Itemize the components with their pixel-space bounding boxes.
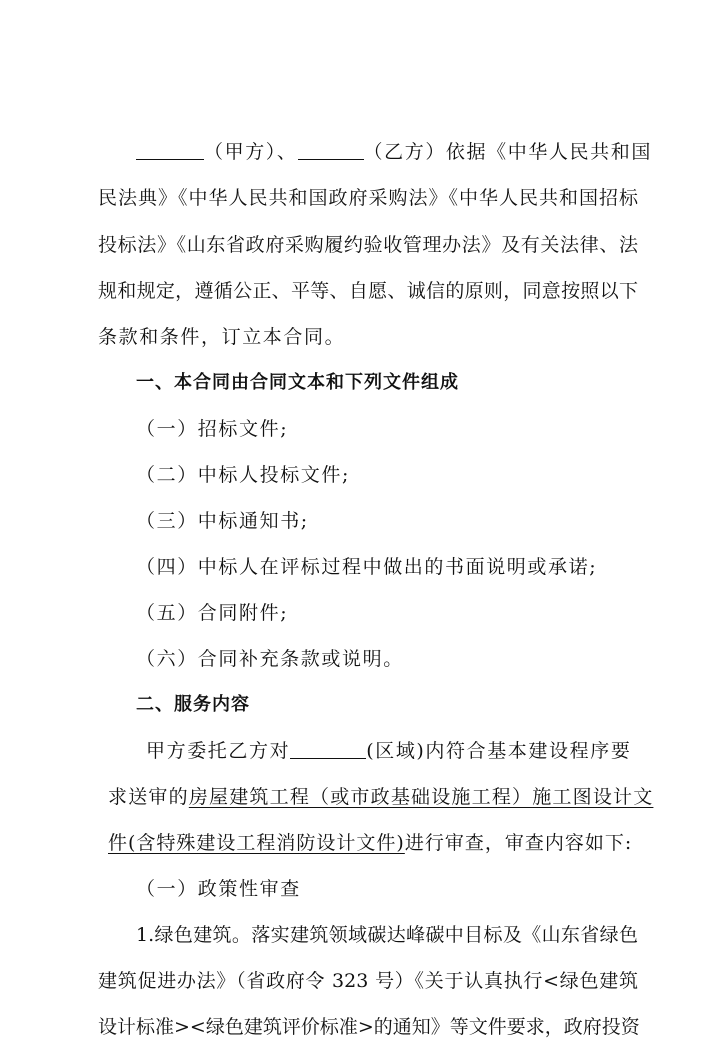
party-a-blank xyxy=(136,137,204,160)
project-type-underlined: 房屋建筑工程（或市政基础设施工程）施工图设计文 xyxy=(188,786,654,808)
green-line-3: 设计标准><绿色建筑评价标准>的通知》等文件要求，政府投资 xyxy=(98,1016,640,1038)
section1-item-6: （六）合同补充条款或说明。 xyxy=(136,648,404,670)
intro-line-3: 投标法》《山东省政府采购履约验收管理办法》及有关法律、法 xyxy=(98,234,638,256)
service-text-b: (区域)内符合基本建设程序要 xyxy=(366,740,632,762)
service-line-3 xyxy=(108,824,636,862)
intro-line-1 xyxy=(136,133,652,171)
intro-line-5: 条款和条件，订立本合同。 xyxy=(98,326,346,348)
party-a-label: （甲方）、 xyxy=(204,141,298,163)
section1-item-3: （三）中标通知书; xyxy=(136,510,309,532)
service-line-1 xyxy=(146,732,636,770)
policy-review-heading: （一）政策性审查 xyxy=(136,878,301,900)
section1-item-4: （四）中标人在评标过程中做出的书面说明或承诺; xyxy=(136,556,598,578)
intro-line-4: 规和规定，遵循公正、平等、自愿、诚信的原则，同意按照以下 xyxy=(98,280,638,302)
section1-item-2: （二）中标人投标文件; xyxy=(136,464,351,486)
service-text-a: 甲方委托乙方对 xyxy=(146,740,291,762)
party-b-label: （乙方）依据《中华人民共和国 xyxy=(363,141,652,163)
service-text-d: 进行审查，审查内容如下: xyxy=(404,832,633,854)
fire-design-underlined: 件(含特殊建设工程消防设计文件) xyxy=(108,832,405,854)
green-line-2: 建筑促进办法》（省政府令 323 号）《关于认真执行<绿色建筑 xyxy=(98,970,638,992)
service-line-2 xyxy=(108,778,654,816)
intro-line-2: 民法典》《中华人民共和国政府采购法》《中华人民共和国招标 xyxy=(98,187,638,209)
region-blank xyxy=(290,736,366,759)
section1-item-5: （五）合同附件; xyxy=(136,602,289,624)
green-line-1: 1.绿色建筑。落实建筑领域碳达峰碳中目标及《山东省绿色 xyxy=(136,924,638,946)
party-b-blank xyxy=(298,137,364,160)
section1-heading: 一、本合同由合同文本和下列文件组成 xyxy=(136,372,459,393)
section2-heading: 二、服务内容 xyxy=(136,694,250,715)
section1-item-1: （一）招标文件; xyxy=(136,418,289,440)
service-text-c: 求送审的 xyxy=(108,786,189,808)
